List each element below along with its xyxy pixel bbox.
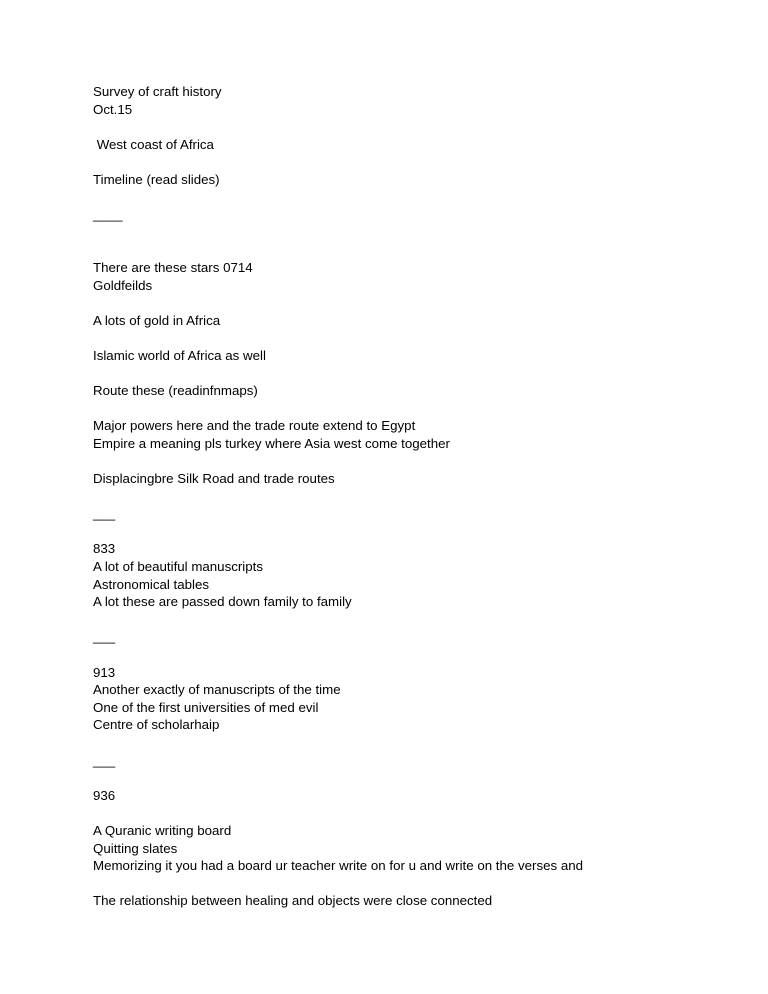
blank-line [93,646,733,664]
text-line: Route these (readinfnmaps) [93,383,258,399]
text-line: A Quranic writing board [93,822,232,838]
blank-line [93,400,733,418]
text-line: Timeline (read slides) [93,171,220,187]
blank-line [93,488,733,506]
text-line: Centre of scholarhaip [93,717,220,733]
blank-line [93,241,733,259]
doc-date: Oct.15 [93,101,133,117]
section-number: 913 [93,664,116,680]
document-page [93,83,733,910]
blank-line [93,189,733,207]
text-line: West coast of Africa [93,136,214,152]
text-line: Islamic world of Africa as well [93,347,266,363]
text-line: Displacingbre Silk Road and trade routes [93,471,335,487]
blank-line [93,734,733,752]
text-line: Astronomical tables [93,576,210,592]
section-divider: ___ [93,506,116,522]
blank-line [93,153,733,171]
blank-line [93,294,733,312]
section-number: 833 [93,541,116,557]
section-divider: ___ [93,629,116,645]
text-line: Major powers here and the trade route extend to Egypt [93,418,416,434]
doc-title: Survey of craft history [93,84,222,99]
text-line: One of the first universities of med evil [93,699,319,715]
text-line: Empire a meaning pls turkey where Asia west come together [93,435,450,451]
section-number: 936 [93,787,116,803]
text-line: Quitting slates [93,840,178,856]
text-line: Goldfeilds [93,277,153,293]
text-line: Memorizing it you had a board ur teacher write on for u and write on the verses and [93,858,584,874]
blank-line [93,118,733,136]
text-line: There are these stars 0714 [93,259,253,275]
text-line: Another exactly of manuscripts of the time [93,682,341,698]
blank-line [93,769,733,787]
text-line: A lot these are passed down family to family [93,594,352,610]
blank-line [93,365,733,383]
text-line: A lots of gold in Africa [93,312,221,328]
text-line: The relationship between healing and objects were close connected [93,893,493,909]
section-divider: ____ [93,207,123,223]
blank-line [93,804,733,822]
blank-line [93,329,733,347]
section-divider: ___ [93,752,116,768]
blank-line [93,523,733,541]
blank-line [93,875,733,893]
text-line: A lot of beautiful manuscripts [93,559,263,575]
blank-line [93,611,733,629]
blank-line [93,452,733,470]
blank-line [93,224,733,242]
